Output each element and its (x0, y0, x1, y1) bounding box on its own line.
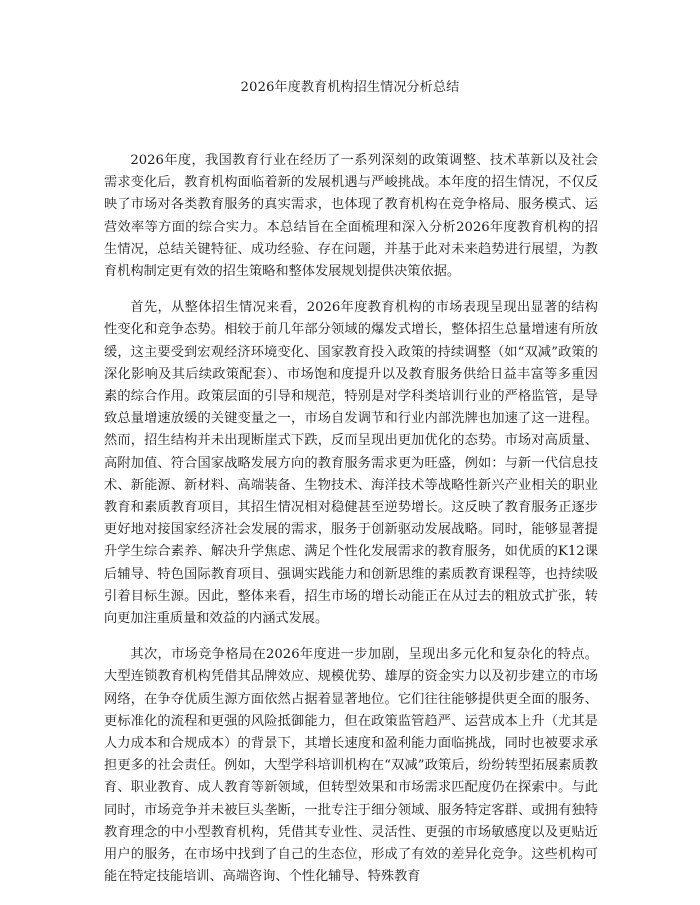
document-title: 2026年度教育机构招生情况分析总结 (240, 80, 460, 95)
paragraph-competition: 其次，市场竞争格局在2026年度进一步加剧，呈现出多元化和复杂化的特点。大型连锁教育机构凭借其品牌效应、规模优势、雄厚的资金实力以及初步建立的市场网络，在争夺优质生源方面依然占据着显著地位。它们往往能够提供更全面的服务、更标准化的流程和更强的风险抵御能力，但在政策监管趋严、运营成本上升（尤其是人力成本和合规成本）的背景下，其增长速度和盈利能力面临挑战，同时也被要求承担更多的社会责任。例如，大型学科培训机构在“双减”政策后，纷纷转型拓展素质教育、职业教育、成人教育等新领域，但转型效果和市场需求匹配度仍在探索中。与此同时，市场竞争并未被巨头垄断，一批专注于细分领域、服务特定客群、或拥有独特教育理念的中小型教育机构，凭借其专业性、灵活性、更强的市场敏感度以及更贴近用户的服务，在市场中找到了自己的生态位，形成了有效的差异化竞争。这些机构可能在特定技能培训、高端咨询、个性化辅导、特殊教育 (104, 647, 598, 885)
paragraph-intro: 2026年度，我国教育行业在经历了一系列深刻的政策调整、技术革新以及社会需求变化后，教育机构面临着新的发展机遇与严峻挑战。本年度的招生情况，不仅反映了市场对各类教育服务的真实需求，也体现了教育机构在竞争格局、服务模式、运营效率等方面的综合实力。本总结旨在全面梳理和深入分析2026年度教育机构的招生情况，总结关键特征、成功经验、存在问题，并基于此对未来趋势进行展望，为教育机构制定更有效的招生策略和整体发展规划提供决策依据。 (104, 153, 598, 280)
paragraph-overall-enrollment: 首先，从整体招生情况来看，2026年度教育机构的市场表现呈现出显著的结构性变化和竞争态势。相较于前几年部分领域的爆发式增长，整体招生总量增速有所放缓，这主要受到宏观经济环境变化、国家教育投入政策的持续调整（如“双减”政策的深化影响及其后续政策配套）、市场饱和度提升以及教育服务供给日益丰富等多重因素的综合作用。政策层面的引导和规范，特别是对学科类培训行业的严格监管，是导致总量增速放缓的关键变量之一，市场自发调节和行业内部洗牌也加速了这一进程。然而，招生结构并未出现断崖式下跌，反而呈现出更加优化的态势。市场对高质量、高附加值、符合国家战略发展方向的教育服务需求更为旺盛，例如：与新一代信息技术、新能源、新材料、高端装备、生物技术、海洋技术等战略性新兴产业相关的职业教育和素质教育项目，其招生情况相对稳健甚至逆势增长。这反映了教育服务正逐步更好地对接国家经济社会发展的需求，服务于创新驱动发展战略。同时，能够显著提升学生综合素养、解决升学焦虑、满足个性化发展需求的教育服务，如优质的K12课后辅导、特色国际教育项目、强调实践能力和创新思维的素质教育课程等，也持续吸引着目标生源。因此，整体来看，招生市场的增长动能正在从过去的粗放式扩张，转向更加注重质量和效益的内涵式发展。 (104, 300, 598, 627)
document-body (104, 150, 598, 885)
